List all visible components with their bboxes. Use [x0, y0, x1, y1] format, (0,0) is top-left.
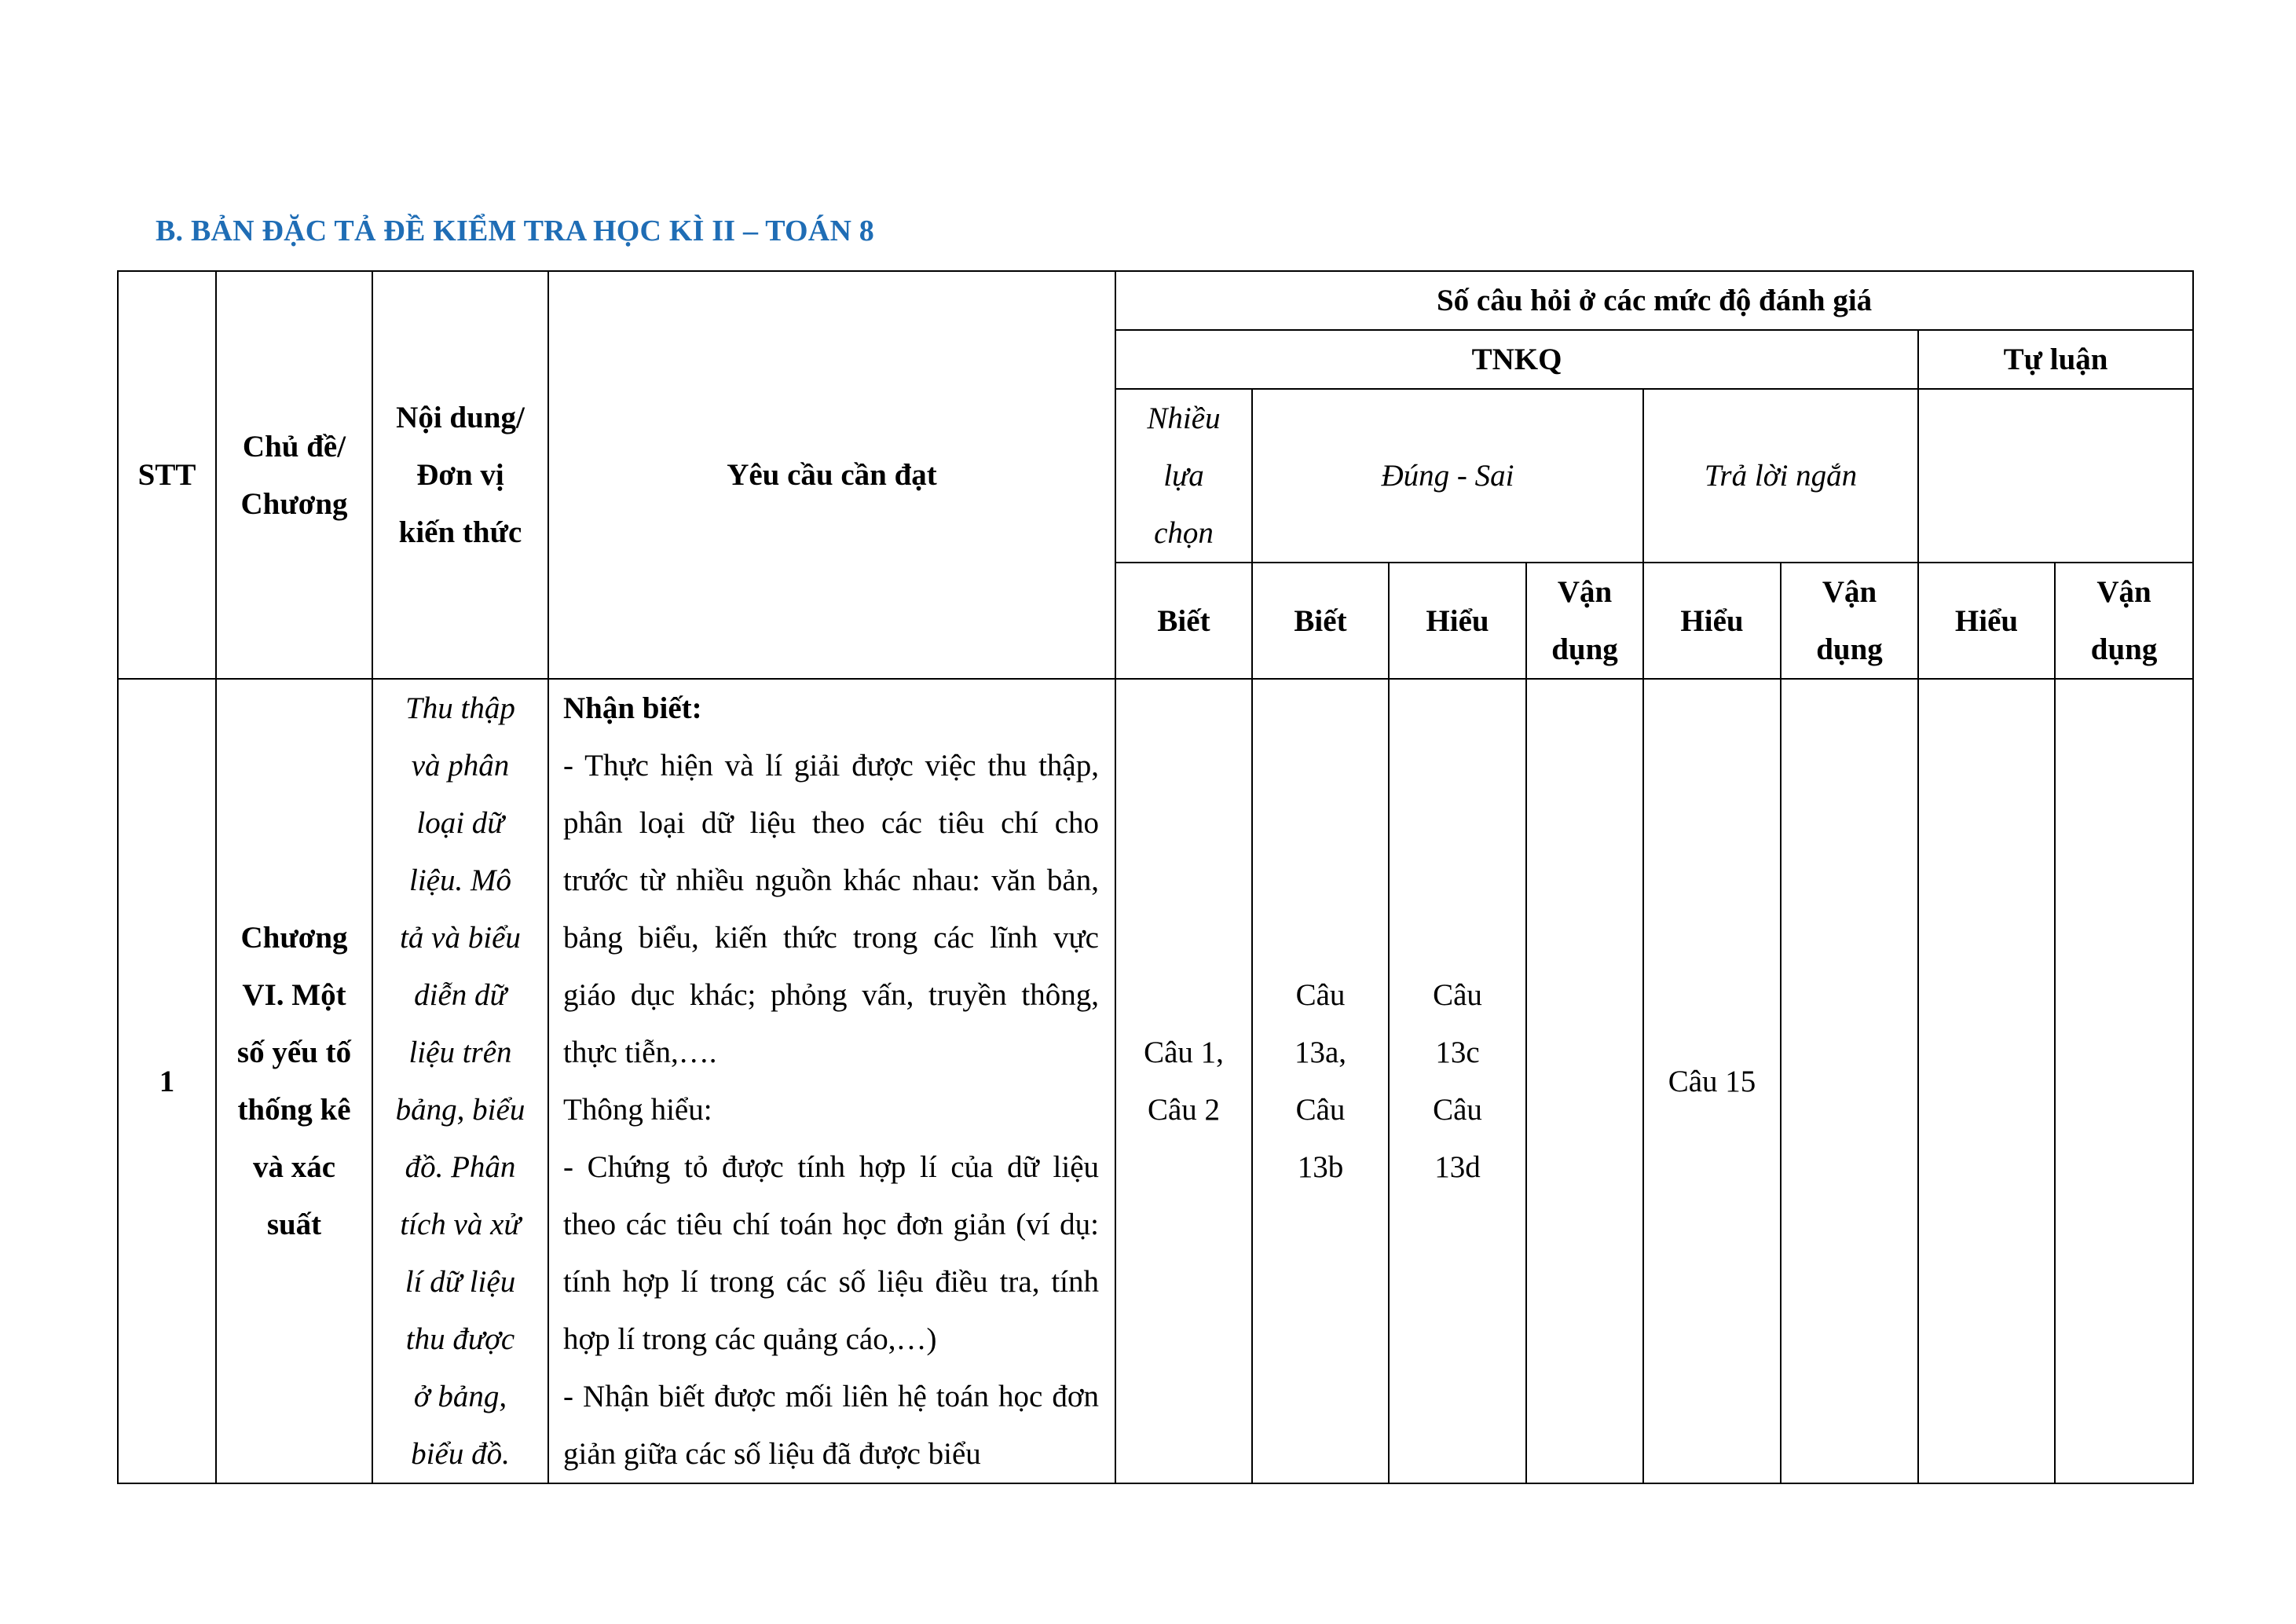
row-requirement: [548, 679, 1115, 1483]
sub-tf-hieu: Hiểu: [1389, 563, 1526, 679]
row-mc-biet: Câu 1, Câu 2: [1115, 679, 1252, 1483]
sub-sa-hieu: Hiểu: [1643, 563, 1781, 679]
sub-essay-vandung: Vận dụng: [2055, 563, 2193, 679]
sub-essay-hieu: Hiểu: [1918, 563, 2055, 679]
sub-mc-biet: Biết: [1115, 563, 1252, 679]
req-text-understand-2: - Nhận biết được mối liên hệ toán học đơn giản giữa các số liệu đã được biểu: [563, 1380, 1099, 1471]
row-sa-hieu: Câu 15: [1643, 679, 1781, 1483]
row-essay-vandung: [2055, 679, 2193, 1483]
header-requirement: Yêu cầu cần đạt: [548, 271, 1115, 679]
row-tf-vandung: [1526, 679, 1643, 1483]
row-chapter: Chương VI. Một số yếu tố thống kê và xác suất: [216, 679, 372, 1483]
sub-sa-vandung: Vận dụng: [1781, 563, 1918, 679]
specification-table: [117, 270, 2194, 1484]
header-essay-blank: [1918, 389, 2193, 563]
header-content: Nội dung/ Đơn vị kiến thức: [372, 271, 548, 679]
table-row: [118, 679, 2193, 1483]
header-multiple-choice: Nhiều lựa chọn: [1115, 389, 1252, 563]
row-sa-vandung: [1781, 679, 1918, 1483]
header-levels-title: Số câu hỏi ở các mức độ đánh giá: [1115, 271, 2193, 330]
sub-tf-biet: Biết: [1252, 563, 1389, 679]
row-essay-hieu: [1918, 679, 2055, 1483]
header-short-answer: Trả lời ngắn: [1643, 389, 1918, 563]
req-label-recognize: Nhận biết:: [563, 691, 702, 725]
header-true-false: Đúng - Sai: [1252, 389, 1643, 563]
header-stt: STT: [118, 271, 216, 679]
row-stt: 1: [118, 679, 216, 1483]
row-tf-hieu: Câu 13c Câu 13d: [1389, 679, 1526, 1483]
row-tf-biet: Câu 13a, Câu 13b: [1252, 679, 1389, 1483]
document-heading: B. BẢN ĐẶC TẢ ĐỀ KIỂM TRA HỌC KÌ II – TOÁN 8: [156, 214, 874, 247]
req-label-understand: Thông hiểu:: [563, 1093, 712, 1127]
req-text-recognize: - Thực hiện và lí giải được việc thu thập, phân loại dữ liệu theo các tiêu chí cho trước từ nhiều nguồn khác nhau: văn bản, bảng biểu, kiến thức trong các lĩnh vực giáo dục khác; phỏng vấn, truyền thông, thực tiễn,….: [563, 749, 1099, 1069]
header-essay: Tự luận: [1918, 330, 2193, 389]
header-tnkq: TNKQ: [1115, 330, 1918, 389]
req-text-understand-1: - Chứng tỏ được tính hợp lí của dữ liệu theo các tiêu chí toán học đơn giản (ví dụ: tính hợp lí trong các số liệu điều tra, tính hợp lí trong các quảng cáo,…): [563, 1150, 1099, 1356]
sub-tf-vandung: Vận dụng: [1526, 563, 1643, 679]
row-content: Thu thập và phân loại dữ liệu. Mô tả và biểu diễn dữ liệu trên bảng, biểu đồ. Phân tích và xử lí dữ liệu thu được ở bảng, biểu đồ.: [372, 679, 548, 1483]
header-chapter: Chủ đề/ Chương: [216, 271, 372, 679]
